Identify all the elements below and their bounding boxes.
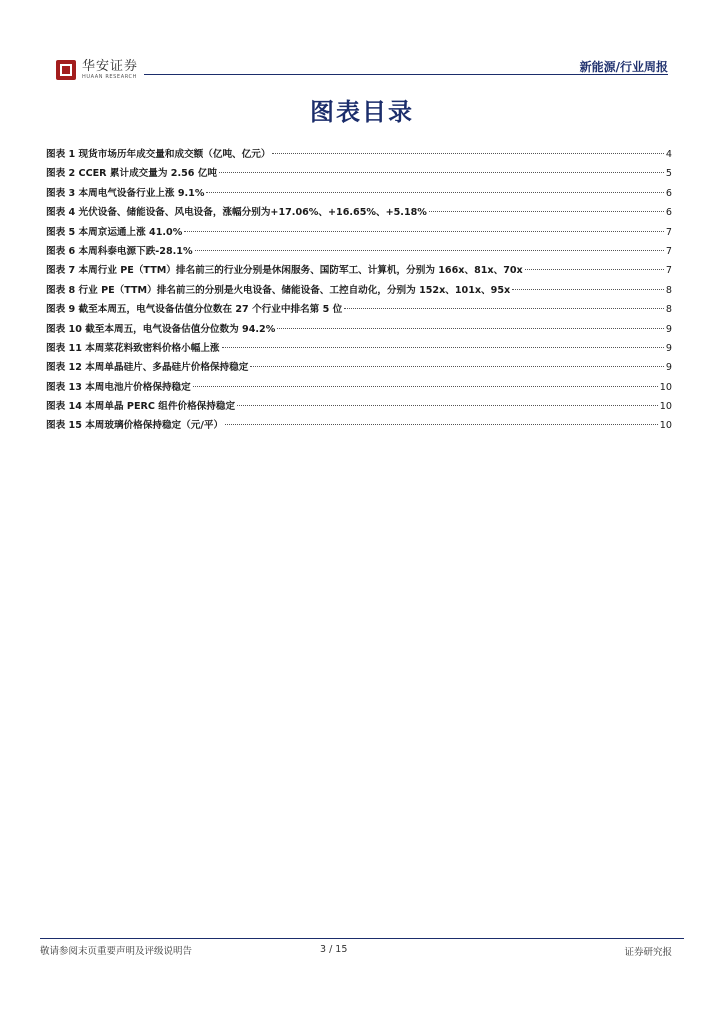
page-indicator: 3 / 15 [320, 944, 348, 955]
toc-entry-label: 图表 13 本周电池片价格保持稳定 [46, 381, 191, 393]
document-type: 证券研究报 [624, 947, 672, 958]
toc-dot-leader [195, 250, 664, 251]
toc-entry[interactable] [46, 185, 672, 204]
toc-dot-leader [277, 328, 664, 329]
toc-title: 图表目录 [310, 98, 414, 126]
toc-dot-leader [206, 192, 663, 193]
toc-entry[interactable] [46, 243, 672, 262]
toc-dot-leader [429, 211, 664, 212]
toc-entry[interactable] [46, 398, 672, 417]
toc-entry-page: 9 [665, 323, 672, 335]
toc-entry-label: 图表 11 本周菜花料致密料价格小幅上涨 [46, 342, 220, 354]
toc-entry-label: 图表 4 光伏设备、储能设备、风电设备，涨幅分别为+17.06%、+16.65%、+5.18% [46, 207, 427, 219]
footer-disclaimer: 敬请参阅末页重要声明及评级说明告 [40, 946, 193, 957]
toc-entry-page: 6 [665, 187, 672, 199]
toc-entry[interactable] [46, 417, 672, 436]
toc-entry-label: 图表 9 截至本周五，电气设备估值分位数在 27 个行业中排名第 5 位 [46, 304, 343, 316]
toc-dot-leader [272, 153, 663, 154]
toc-entry-page: 5 [665, 168, 672, 180]
toc-entry-page: 10 [659, 401, 672, 413]
toc-entry[interactable] [46, 321, 672, 340]
toc-entry-label: 图表 10 截至本周五，电气设备估值分位数为 94.2% [46, 323, 276, 335]
toc-entry-page: 7 [665, 265, 672, 277]
page-header [56, 56, 668, 88]
toc-entry[interactable] [46, 359, 672, 378]
toc-entry-label: 图表 8 行业 PE（TTM）排名前三的分别是火电设备、储能设备、工控自动化，分别为 152x、101x、95x [46, 284, 511, 296]
report-category: 新能源/行业周报 [579, 60, 668, 74]
toc-entry-page: 10 [659, 420, 672, 432]
toc-entry-label: 图表 14 本周单晶 PERC 组件价格保持稳定 [46, 401, 236, 413]
toc-entry-page: 10 [659, 381, 672, 393]
toc-dot-leader [250, 366, 664, 367]
toc-entry-label: 图表 5 本周京运通上涨 41.0% [46, 226, 183, 238]
toc-dot-leader [222, 347, 664, 348]
toc-entry-label: 图表 15 本周玻璃价格保持稳定（元/平） [46, 420, 224, 432]
toc-dot-leader [184, 231, 664, 232]
toc-dot-leader [344, 308, 664, 309]
toc-entry-label: 图表 12 本周单晶硅片、多晶硅片价格保持稳定 [46, 362, 249, 374]
toc-entry-label: 图表 6 本周科泰电源下跌-28.1% [46, 245, 193, 257]
toc-entry-page: 8 [665, 304, 672, 316]
logo-seal-icon [56, 60, 76, 80]
brand-english-name: HUAAN RESEARCH [82, 74, 137, 80]
toc-entry-page: 7 [665, 245, 672, 257]
toc-entry-page: 8 [665, 284, 672, 296]
toc-dot-leader [219, 172, 664, 173]
toc-dot-leader [193, 386, 658, 387]
brand-name: 华安证券 [82, 59, 139, 74]
toc-entry[interactable] [46, 204, 672, 223]
toc-entry-page: 7 [665, 226, 672, 238]
toc-entry[interactable] [46, 224, 672, 243]
footer-divider [40, 938, 684, 939]
toc-entry-page: 9 [665, 342, 672, 354]
toc-dot-leader [525, 269, 664, 270]
toc-list [46, 146, 672, 437]
toc-entry[interactable] [46, 379, 672, 398]
toc-entry[interactable] [46, 301, 672, 320]
toc-entry-page: 9 [665, 362, 672, 374]
toc-entry-page: 4 [665, 149, 672, 160]
toc-entry-label: 图表 3 本周电气设备行业上涨 9.1% [46, 187, 205, 199]
toc-entry[interactable] [46, 165, 672, 184]
toc-entry[interactable] [46, 146, 672, 165]
toc-entry-label: 图表 7 本周行业 PE（TTM）排名前三的行业分别是休闲服务、国防军工、计算机，分别为 166x、81x、70x [46, 265, 523, 277]
toc-entry-label: 图表 2 CCER 累计成交量为 2.56 亿吨 [46, 168, 218, 180]
toc-entry[interactable] [46, 262, 672, 281]
toc-entry[interactable] [46, 282, 672, 301]
toc-dot-leader [237, 405, 658, 406]
company-logo [56, 60, 138, 80]
toc-entry-label: 图表 1 现货市场历年成交量和成交额（亿吨、亿元） [46, 149, 271, 160]
toc-entry[interactable] [46, 340, 672, 359]
toc-dot-leader [512, 289, 664, 290]
toc-entry-page: 6 [665, 207, 672, 219]
toc-dot-leader [225, 424, 658, 425]
